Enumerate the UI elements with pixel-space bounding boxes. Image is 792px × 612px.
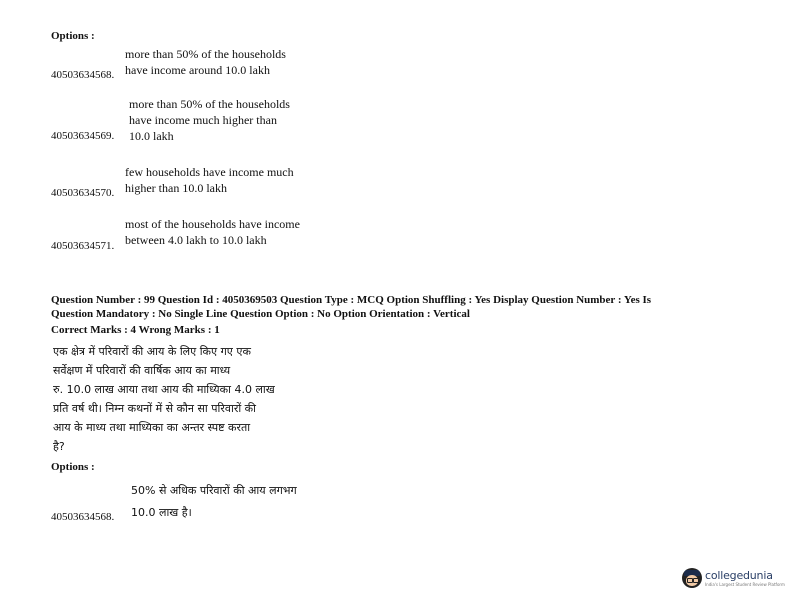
option-text xyxy=(125,46,335,78)
option-line: few households have income much xyxy=(125,165,294,179)
question-line: रु. 10.0 लाख आया तथा आय की माध्यिका 4.0 लाख xyxy=(53,383,275,396)
option-line: have income much higher than xyxy=(129,113,277,127)
option-line: more than 50% of the households xyxy=(129,97,290,111)
option-id: 40503634568. xyxy=(51,69,115,81)
collegedunia-logo xyxy=(682,568,785,588)
option-text-hindi xyxy=(131,480,371,524)
option-text xyxy=(129,96,332,144)
question-line: है? xyxy=(53,440,65,453)
question-meta-line-1: Question Number : 99 Question Id : 4050369503 Question Type : MCQ Option Shuffling : Yes Display Question Number : Yes Is xyxy=(51,294,652,306)
question-line: प्रति वर्ष थी। निम्न कथनों में से कौन सा परिवारों की xyxy=(53,402,256,415)
question-line: आय के माध्य तथा माध्यिका का अन्तर स्पष्ट करता xyxy=(53,421,251,434)
option-text xyxy=(125,164,335,196)
option-line: have income around 10.0 lakh xyxy=(125,63,270,77)
question-line: सर्वेक्षण में परिवारों की वार्षिक आय का माध्य xyxy=(53,364,231,377)
option-id: 40503634571. xyxy=(51,240,115,252)
option-line: higher than 10.0 lakh xyxy=(125,181,227,195)
question-marks: Correct Marks : 4 Wrong Marks : 1 xyxy=(51,324,220,336)
logo-name: collegedunia xyxy=(705,568,773,582)
options-label-bottom: Options : xyxy=(51,461,95,473)
logo-text-block xyxy=(705,570,785,587)
option-id: 40503634569. xyxy=(51,130,115,142)
option-line: more than 50% of the households xyxy=(125,47,286,61)
option-line: between 4.0 lakh to 10.0 lakh xyxy=(125,233,267,247)
option-id: 40503634570. xyxy=(51,187,115,199)
question-line: एक क्षेत्र में परिवारों की आय के लिए किए गए एक xyxy=(53,345,251,358)
option-id: 40503634568. xyxy=(51,511,115,523)
logo-tagline: India's Largest Student Review Platform xyxy=(705,581,785,587)
option-line: 10.0 lakh xyxy=(129,129,174,143)
options-label-top: Options : xyxy=(51,30,95,42)
option-line: 10.0 लाख है। xyxy=(131,506,192,519)
option-text xyxy=(125,216,340,248)
student-avatar-icon xyxy=(682,568,702,588)
question-text-hindi xyxy=(53,342,293,456)
option-line: 50% से अधिक परिवारों की आय लगभग xyxy=(131,484,297,497)
option-line: most of the households have income xyxy=(125,217,300,231)
question-meta-line-2: Question Mandatory : No Single Line Question Option : No Option Orientation : Vertical xyxy=(51,308,470,320)
